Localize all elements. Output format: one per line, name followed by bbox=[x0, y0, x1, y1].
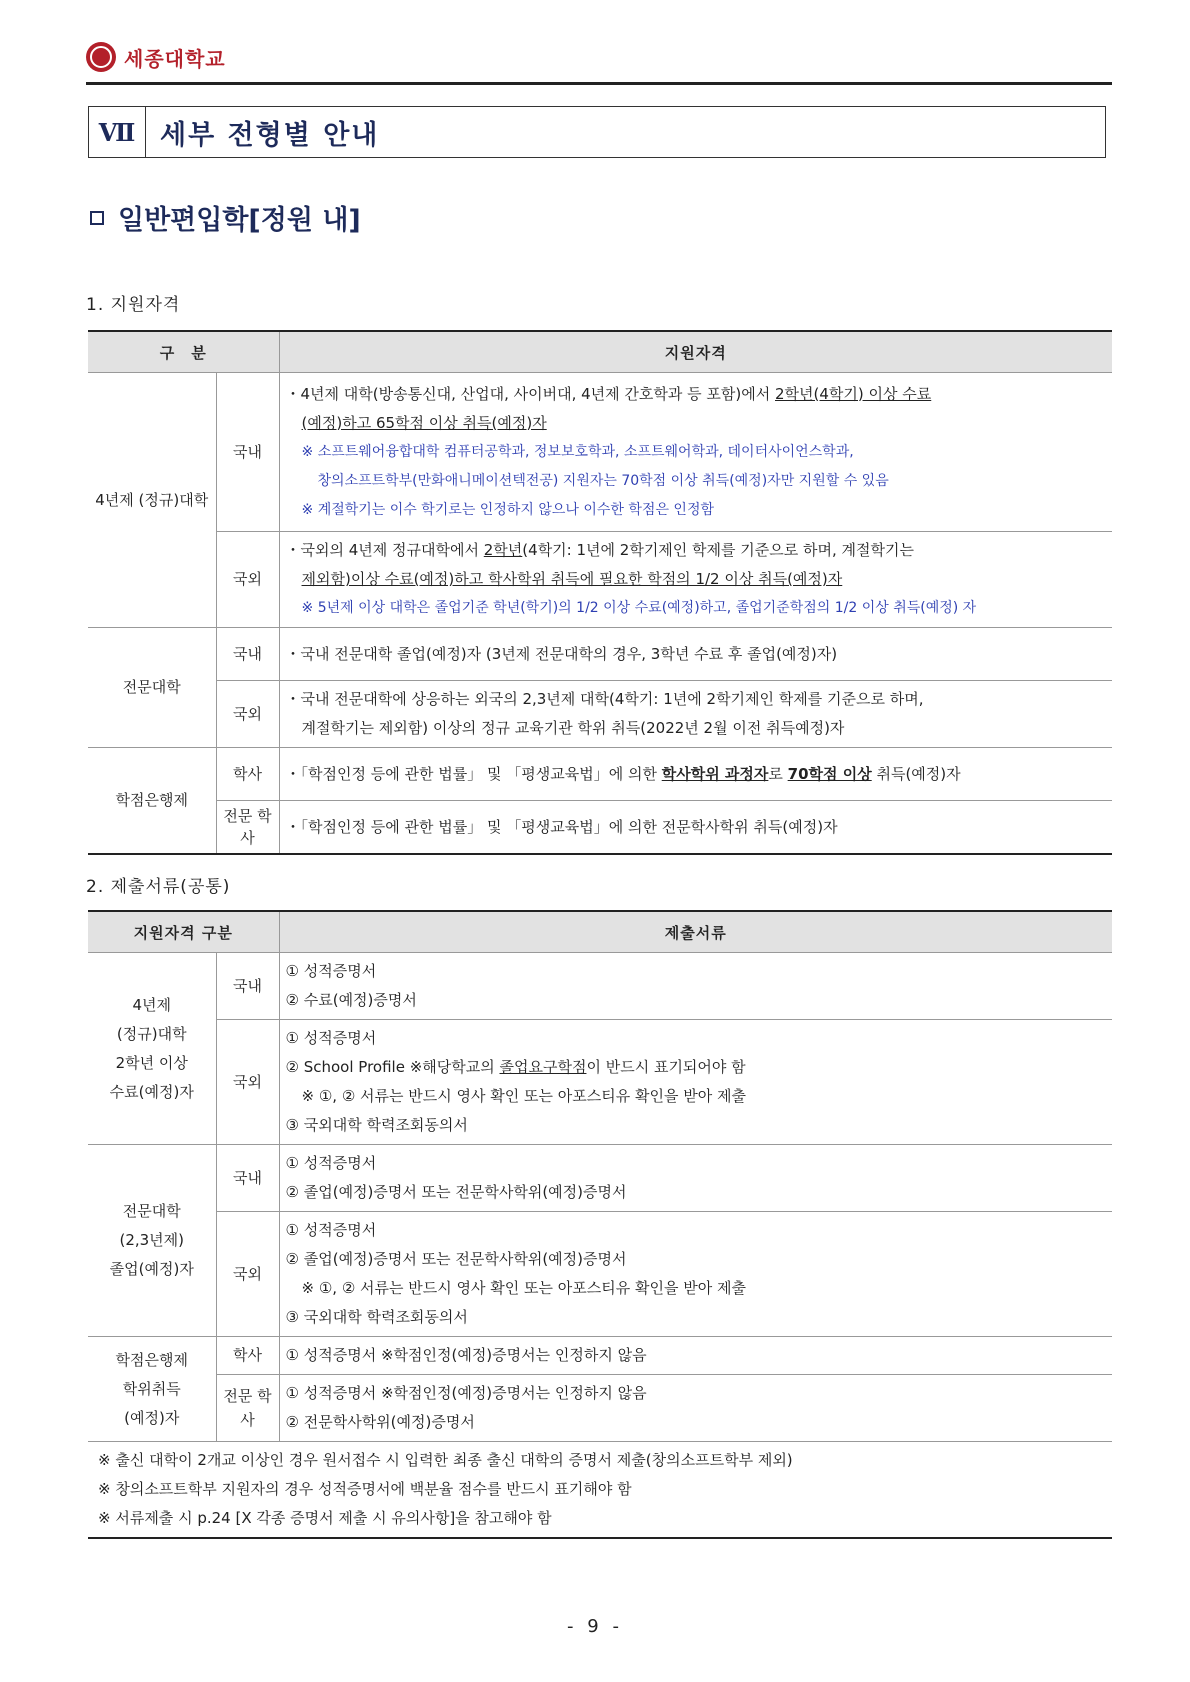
row-bachelor: 학사 bbox=[216, 1337, 279, 1375]
eligibility-credit-associate: ・「학점인정 등에 관한 법률」 및 「평생교육법」에 의한 전문학사학위 취득(예정)자 bbox=[279, 801, 1112, 855]
row-overseas: 국외 bbox=[216, 1020, 279, 1145]
docs-4year-domestic: ① 성적증명서 ② 수료(예정)증명서 bbox=[279, 953, 1112, 1020]
col-header-category: 구 분 bbox=[88, 331, 279, 373]
documents-table bbox=[88, 910, 1112, 1539]
row-domestic: 국내 bbox=[216, 953, 279, 1020]
eligibility-4year-overseas: ・국외의 4년제 정규대학에서 2학년(4학기: 1년에 2학기제인 학제를 기준으로 하며, 계절학기는 제외함)이상 수료(예정)하고 학사학위 취득에 필요한 학점의 1/2 이상 취득(예정)자 ※ 5년제 이상 대학은 졸업기준 학년(학기)의 1/2 이상 수료(예정)하고, 졸업기준학점의 1/2 이상 취득(예정) 자 bbox=[279, 532, 1112, 628]
header-rule bbox=[86, 82, 1112, 85]
row-group-credit-bank: 학점은행제 bbox=[88, 748, 216, 855]
eligibility-college-overseas: ・국내 전문대학에 상응하는 외국의 2,3년제 대학(4학기: 1년에 2학기제인 학제를 기준으로 하며, 계절학기는 제외함) 이상의 정규 교육기관 학위 취득(2022년 2월 이전 취득예정)자 bbox=[279, 681, 1112, 748]
row-group-college: 전문대학 bbox=[88, 628, 216, 748]
section-title: 세부 전형별 안내 bbox=[160, 119, 380, 151]
eligibility-college-domestic: ・국내 전문대학 졸업(예정)자 (3년제 전문대학의 경우, 3학년 수료 후 졸업(예정)자) bbox=[279, 628, 1112, 681]
checkbox-bullet-icon bbox=[90, 211, 104, 225]
university-name: 세종대학교 bbox=[124, 46, 226, 71]
page-number: - 9 - bbox=[567, 1616, 623, 1637]
docs-credit-associate: ① 성적증명서 ※학점인정(예정)증명서는 인정하지 않음 ② 전문학사학위(예정)증명서 bbox=[279, 1375, 1112, 1442]
section-title-box bbox=[88, 106, 1106, 158]
docs-college-domestic: ① 성적증명서 ② 졸업(예정)증명서 또는 전문학사학위(예정)증명서 bbox=[279, 1145, 1112, 1212]
page-header bbox=[86, 42, 226, 72]
note-item: ※ 창의소프트학부 지원자의 경우 성적증명서에 백분율 점수를 반드시 표기해야 함 bbox=[98, 1480, 632, 1498]
row-group-credit-bank: 학점은행제 학위취득 (예정)자 bbox=[88, 1337, 216, 1442]
eligibility-credit-bachelor: ・「학점인정 등에 관한 법률」 및 「평생교육법」에 의한 학사학위 과정자로 70학점 이상 취득(예정)자 bbox=[279, 748, 1112, 801]
eligibility-heading: 1. 지원자격 bbox=[86, 295, 181, 315]
col-header-eligibility: 지원자격 bbox=[279, 331, 1112, 373]
note-item: ※ 출신 대학이 2개교 이상인 경우 원서접수 시 입력한 최종 출신 대학의 증명서 제출(창의소프트학부 제외) bbox=[98, 1451, 793, 1469]
section-number: Ⅶ bbox=[89, 107, 146, 157]
note-item: ※ 서류제출 시 p.24 [X 각종 증명서 제출 시 유의사항]을 참고해야 함 bbox=[98, 1509, 552, 1527]
row-domestic: 국내 bbox=[216, 628, 279, 681]
university-seal-icon bbox=[86, 42, 116, 72]
docs-4year-overseas: ① 성적증명서 ② School Profile ※해당학교의 졸업요구학점이 반드시 표기되어야 함 ※ ①, ② 서류는 반드시 영사 확인 또는 아포스티유 확인을 받아 제출 ③ 국외대학 학력조회동의서 bbox=[279, 1020, 1112, 1145]
row-group-4year: 4년제 (정규)대학 bbox=[88, 373, 216, 628]
row-group-college: 전문대학 (2,3년제) 졸업(예정)자 bbox=[88, 1145, 216, 1337]
col-header-category: 지원자격 구분 bbox=[88, 911, 279, 953]
eligibility-4year-domestic: ・4년제 대학(방송통신대, 산업대, 사이버대, 4년제 간호학과 등 포함)에서 2학년(4학기) 이상 수료 (예정)하고 65학점 이상 취득(예정)자 ※ 소프트웨어융합대학 컴퓨터공학과, 정보보호학과, 소프트웨어학과, 데이터사이언스학과, 창의소프트학부(만화애니메이션텍전공) 지원자는 70학점 이상 취득(예정)자만 지원할 수 있음 ※ 계절학기는 이수 학기로는 인정하지 않으나 이수한 학점은 인정함 bbox=[279, 373, 1112, 532]
row-overseas: 국외 bbox=[216, 1212, 279, 1337]
docs-credit-bachelor: ① 성적증명서 ※학점인정(예정)증명서는 인정하지 않음 bbox=[279, 1337, 1112, 1375]
row-overseas: 국외 bbox=[216, 532, 279, 628]
eligibility-table bbox=[88, 330, 1112, 855]
docs-college-overseas: ① 성적증명서 ② 졸업(예정)증명서 또는 전문학사학위(예정)증명서 ※ ①, ② 서류는 반드시 영사 확인 또는 아포스티유 확인을 받아 제출 ③ 국외대학 학력조회동의서 bbox=[279, 1212, 1112, 1337]
subsection-heading bbox=[90, 198, 361, 237]
row-bachelor: 학사 bbox=[216, 748, 279, 801]
row-group-4year: 4년제 (정규)대학 2학년 이상 수료(예정)자 bbox=[88, 953, 216, 1145]
row-associate: 전문 학사 bbox=[216, 801, 279, 855]
row-domestic: 국내 bbox=[216, 1145, 279, 1212]
row-domestic: 국내 bbox=[216, 373, 279, 532]
row-overseas: 국외 bbox=[216, 681, 279, 748]
col-header-documents: 제출서류 bbox=[279, 911, 1112, 953]
documents-notes bbox=[88, 1442, 1112, 1539]
subsection-title: 일반편입학[정원 내] bbox=[118, 205, 361, 236]
documents-heading: 2. 제출서류(공통) bbox=[86, 877, 231, 897]
row-associate: 전문 학사 bbox=[216, 1375, 279, 1442]
